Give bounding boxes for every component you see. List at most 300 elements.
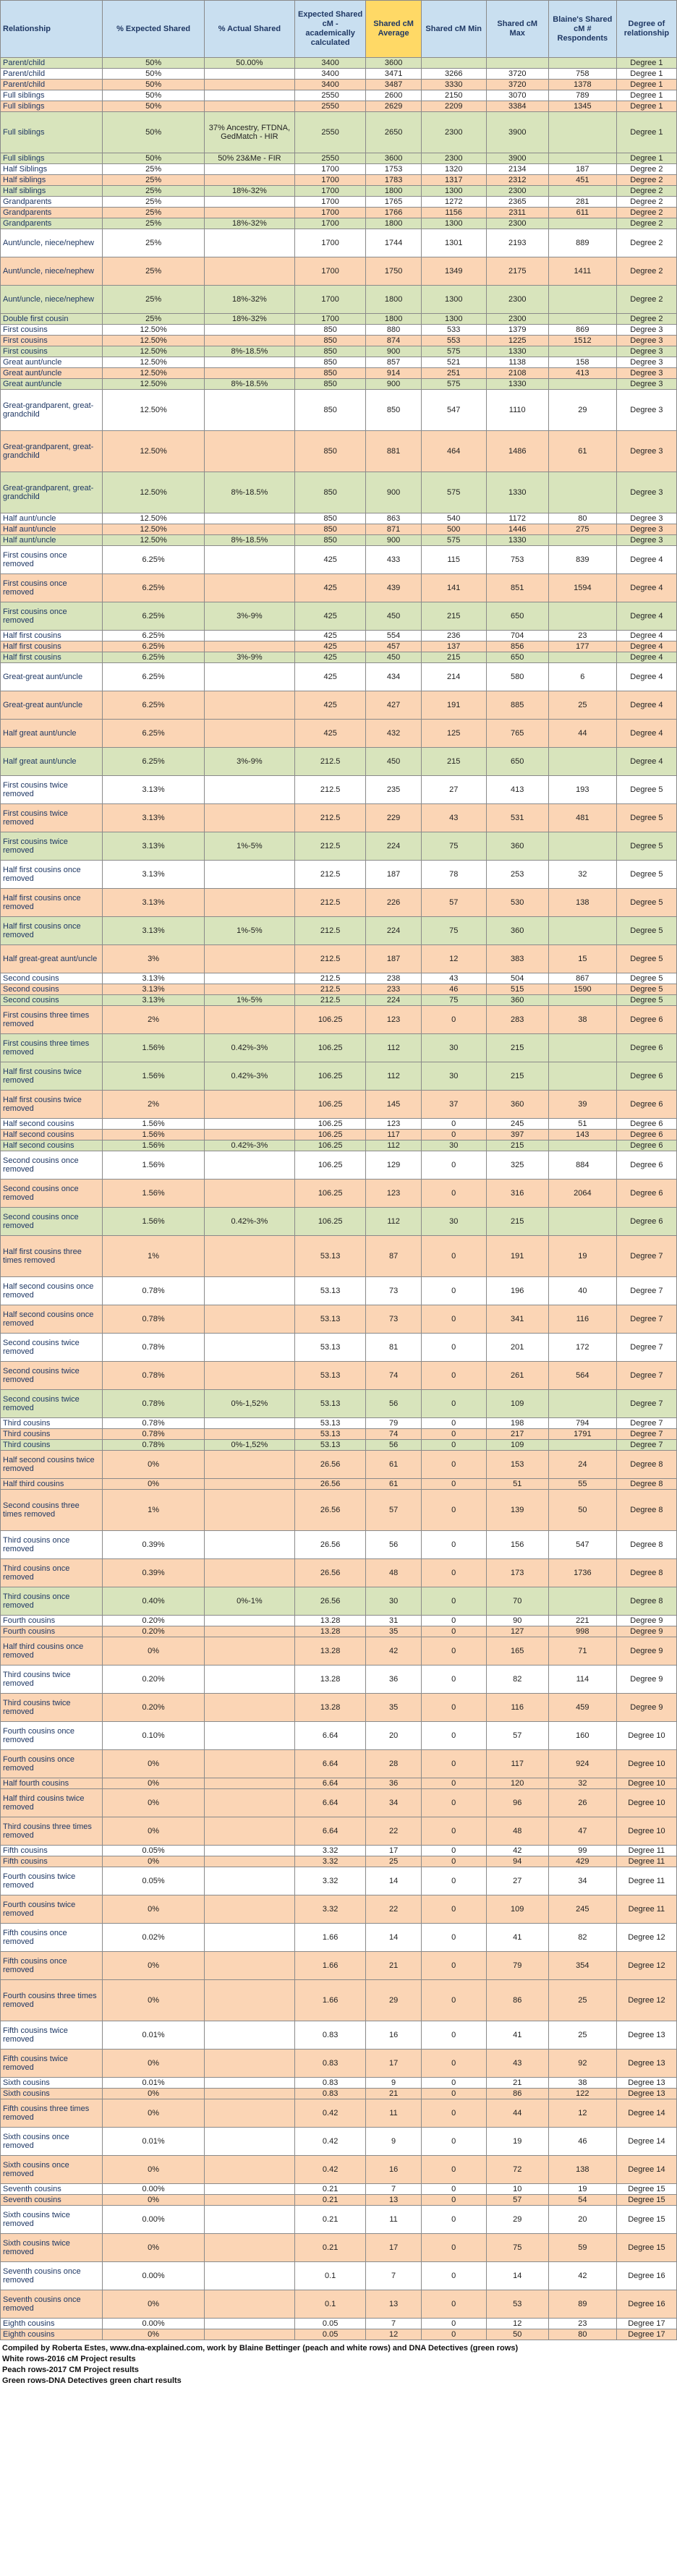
cell-cm-average: 28 [366, 1750, 422, 1778]
table-row [1, 2078, 677, 2089]
cell-degree: Degree 13 [616, 2050, 676, 2078]
cell-expected-shared: 3.13% [103, 984, 204, 995]
cell-expected-cm: 3400 [295, 58, 366, 69]
cell-degree: Degree 13 [616, 2021, 676, 2050]
cell-degree: Degree 7 [616, 1440, 676, 1451]
cell-degree: Degree 5 [616, 804, 676, 832]
cell-expected-shared: 12.50% [103, 513, 204, 524]
cell-cm-average: 233 [366, 984, 422, 995]
cell-expected-shared: 0.01% [103, 2128, 204, 2156]
cell-degree: Degree 7 [616, 1418, 676, 1429]
cell-actual-shared: 3%-9% [204, 602, 294, 631]
table-row [1, 631, 677, 641]
cell-degree: Degree 2 [616, 229, 676, 257]
cell-expected-shared: 0% [103, 2156, 204, 2184]
cell-respondents: 193 [548, 776, 616, 804]
cell-degree: Degree 4 [616, 641, 676, 652]
cell-cm-average: 117 [366, 1130, 422, 1140]
cell-expected-cm: 0.21 [295, 2195, 366, 2206]
cell-cm-min: 3266 [421, 69, 486, 80]
cell-expected-shared: 0% [103, 2050, 204, 2078]
cell-expected-cm: 26.56 [295, 1451, 366, 1479]
cell-cm-average: 1783 [366, 175, 422, 186]
cell-cm-average: 224 [366, 995, 422, 1006]
cell-respondents: 32 [548, 1778, 616, 1789]
cell-cm-max: 109 [486, 1390, 548, 1418]
cell-actual-shared: 0.42%-3% [204, 1140, 294, 1151]
table-row [1, 652, 677, 663]
cell-cm-min: 215 [421, 602, 486, 631]
cell-cm-average: 3600 [366, 58, 422, 69]
cell-relationship: First cousins once removed [1, 574, 103, 602]
table-row [1, 2329, 677, 2340]
header-expected-shared: % Expected Shared [103, 1, 204, 58]
cell-degree: Degree 3 [616, 390, 676, 431]
cell-cm-min: 0 [421, 1637, 486, 1666]
cell-cm-average: 857 [366, 357, 422, 368]
cell-cm-min: 57 [421, 889, 486, 917]
cell-cm-average: 112 [366, 1140, 422, 1151]
cell-actual-shared [204, 1334, 294, 1362]
cell-expected-shared: 1% [103, 1490, 204, 1531]
cell-expected-cm: 53.13 [295, 1362, 366, 1390]
cell-respondents: 38 [548, 1006, 616, 1034]
table-row [1, 325, 677, 336]
cell-cm-max: 885 [486, 691, 548, 720]
table-row [1, 1666, 677, 1694]
cell-respondents: 23 [548, 631, 616, 641]
cell-expected-shared: 3.13% [103, 973, 204, 984]
table-row [1, 1980, 677, 2021]
cell-relationship: Half aunt/uncle [1, 513, 103, 524]
cell-expected-shared: 3.13% [103, 776, 204, 804]
cell-relationship: Half second cousins [1, 1130, 103, 1140]
cell-degree: Degree 7 [616, 1277, 676, 1305]
cell-cm-max: 650 [486, 652, 548, 663]
cell-cm-average: 439 [366, 574, 422, 602]
cell-cm-min: 1272 [421, 197, 486, 208]
cell-expected-cm: 850 [295, 346, 366, 357]
cell-relationship: Full siblings [1, 90, 103, 101]
cell-relationship: Half great aunt/uncle [1, 748, 103, 776]
table-row [1, 1616, 677, 1626]
cell-expected-shared: 1.56% [103, 1151, 204, 1180]
table-row [1, 984, 677, 995]
cell-cm-min: 0 [421, 1952, 486, 1980]
cell-cm-average: 3487 [366, 80, 422, 90]
cell-expected-shared: 2% [103, 1091, 204, 1119]
cell-expected-shared: 1.56% [103, 1208, 204, 1236]
cell-relationship: Third cousins [1, 1418, 103, 1429]
cell-cm-min: 0 [421, 1750, 486, 1778]
cell-expected-cm: 26.56 [295, 1559, 366, 1587]
cell-expected-cm: 1.66 [295, 1952, 366, 1980]
cell-actual-shared [204, 2195, 294, 2206]
cell-cm-min: 2150 [421, 90, 486, 101]
cell-actual-shared: 0.42%-3% [204, 1034, 294, 1062]
cell-cm-average: 56 [366, 1440, 422, 1451]
cell-respondents: 116 [548, 1305, 616, 1334]
cell-relationship: Great-great aunt/uncle [1, 663, 103, 691]
cell-expected-cm: 0.21 [295, 2234, 366, 2262]
cell-respondents [548, 1440, 616, 1451]
cell-cm-max: 127 [486, 1626, 548, 1637]
cell-respondents: 39 [548, 1091, 616, 1119]
cell-cm-average: 187 [366, 945, 422, 973]
cell-respondents: 80 [548, 2329, 616, 2340]
cell-actual-shared [204, 1451, 294, 1479]
cell-cm-average: 14 [366, 1867, 422, 1895]
cell-cm-average: 881 [366, 431, 422, 472]
cell-expected-shared: 0.20% [103, 1666, 204, 1694]
cell-degree: Degree 3 [616, 379, 676, 390]
cell-respondents: 80 [548, 513, 616, 524]
cell-actual-shared [204, 257, 294, 286]
cell-cm-max: 70 [486, 1587, 548, 1616]
cell-actual-shared [204, 229, 294, 257]
table-row [1, 368, 677, 379]
cell-actual-shared [204, 631, 294, 641]
cell-actual-shared [204, 984, 294, 995]
cell-degree: Degree 6 [616, 1151, 676, 1180]
cell-expected-shared: 3.13% [103, 861, 204, 889]
header-actual-shared: % Actual Shared [204, 1, 294, 58]
table-row [1, 208, 677, 218]
cell-cm-average: 457 [366, 641, 422, 652]
cell-actual-shared [204, 1924, 294, 1952]
cell-degree: Degree 4 [616, 748, 676, 776]
cell-expected-cm: 26.56 [295, 1479, 366, 1490]
cell-cm-max: 1379 [486, 325, 548, 336]
cell-expected-cm: 0.83 [295, 2021, 366, 2050]
cell-cm-max: 165 [486, 1637, 548, 1666]
cell-cm-max: 650 [486, 748, 548, 776]
cell-actual-shared [204, 2290, 294, 2319]
cell-expected-shared: 0% [103, 2099, 204, 2128]
cell-actual-shared: 0.42%-3% [204, 1208, 294, 1236]
cell-actual-shared [204, 1694, 294, 1722]
cell-expected-shared: 25% [103, 286, 204, 314]
cell-respondents: 19 [548, 1236, 616, 1277]
cell-cm-max: 41 [486, 2021, 548, 2050]
cell-expected-shared: 0.78% [103, 1418, 204, 1429]
cell-cm-max: 325 [486, 1151, 548, 1180]
cell-cm-max: 21 [486, 2078, 548, 2089]
cell-degree: Degree 3 [616, 368, 676, 379]
cell-cm-average: 34 [366, 1789, 422, 1817]
cell-degree: Degree 14 [616, 2128, 676, 2156]
table-row [1, 574, 677, 602]
table-row [1, 1895, 677, 1924]
cell-expected-cm: 6.64 [295, 1817, 366, 1846]
cell-cm-min: 0 [421, 1334, 486, 1362]
cell-cm-min: 141 [421, 574, 486, 602]
cell-actual-shared [204, 1778, 294, 1789]
cell-relationship: Great-grandparent, great-grandchild [1, 472, 103, 513]
cell-expected-shared: 6.25% [103, 720, 204, 748]
cell-expected-cm: 0.05 [295, 2329, 366, 2340]
cell-degree: Degree 5 [616, 776, 676, 804]
cell-degree: Degree 17 [616, 2329, 676, 2340]
cell-respondents: 44 [548, 720, 616, 748]
table-body [1, 58, 677, 2340]
cell-degree: Degree 3 [616, 346, 676, 357]
cell-expected-shared: 0.78% [103, 1277, 204, 1305]
table-row [1, 917, 677, 945]
cell-relationship: Half second cousins twice removed [1, 1451, 103, 1479]
cell-respondents: 1512 [548, 336, 616, 346]
cell-relationship: Third cousins three times removed [1, 1817, 103, 1846]
cell-cm-average: 73 [366, 1305, 422, 1334]
cell-expected-cm: 106.25 [295, 1034, 366, 1062]
cell-expected-cm: 0.42 [295, 2128, 366, 2156]
cell-cm-average: 61 [366, 1479, 422, 1490]
cell-cm-min: 251 [421, 368, 486, 379]
cell-degree: Degree 10 [616, 1722, 676, 1750]
cell-expected-shared: 12.50% [103, 431, 204, 472]
cell-cm-min: 553 [421, 336, 486, 346]
cell-degree: Degree 4 [616, 652, 676, 663]
table-row [1, 804, 677, 832]
cell-respondents [548, 58, 616, 69]
cell-degree: Degree 15 [616, 2234, 676, 2262]
footnote-white-rows: White rows-2016 cM Project results [2, 2355, 136, 2363]
table-row [1, 357, 677, 368]
header-respondents: Blaine's Shared cM # Respondents [548, 1, 616, 58]
cell-actual-shared [204, 208, 294, 218]
cell-expected-cm: 1.66 [295, 1980, 366, 2021]
cell-cm-min: 0 [421, 1130, 486, 1140]
cell-degree: Degree 8 [616, 1587, 676, 1616]
cell-relationship: Half Siblings [1, 164, 103, 175]
cell-respondents: 23 [548, 2319, 616, 2329]
cell-expected-cm: 850 [295, 524, 366, 535]
table-row [1, 101, 677, 112]
cell-respondents: 47 [548, 1817, 616, 1846]
cell-expected-cm: 106.25 [295, 1119, 366, 1130]
table-row [1, 748, 677, 776]
cell-respondents: 867 [548, 973, 616, 984]
cell-cm-max: 196 [486, 1277, 548, 1305]
table-row [1, 2184, 677, 2195]
cell-cm-max: 75 [486, 2234, 548, 2262]
cell-cm-min: 575 [421, 379, 486, 390]
cell-actual-shared [204, 2021, 294, 2050]
cell-cm-min: 0 [421, 2089, 486, 2099]
cell-cm-max: 117 [486, 1750, 548, 1778]
cell-cm-max: 283 [486, 1006, 548, 1034]
cell-relationship: Aunt/uncle, niece/nephew [1, 286, 103, 314]
cell-respondents: 869 [548, 325, 616, 336]
table-row [1, 945, 677, 973]
cell-respondents: 61 [548, 431, 616, 472]
cell-respondents: 38 [548, 2078, 616, 2089]
header-cm-max: Shared cM Max [486, 1, 548, 58]
footnote-peach-rows: Peach rows-2017 CM Project results [2, 2366, 139, 2374]
cell-degree: Degree 7 [616, 1236, 676, 1277]
cell-relationship: Second cousins [1, 973, 103, 984]
cell-cm-min: 0 [421, 1817, 486, 1846]
cell-cm-max: 504 [486, 973, 548, 984]
cell-relationship: Parent/child [1, 80, 103, 90]
cell-cm-max: 2300 [486, 286, 548, 314]
cell-actual-shared: 18%-32% [204, 218, 294, 229]
cell-respondents: 1411 [548, 257, 616, 286]
table-row [1, 1479, 677, 1490]
cell-expected-shared: 0.78% [103, 1429, 204, 1440]
cell-relationship: Third cousins twice removed [1, 1666, 103, 1694]
cell-cm-min: 137 [421, 641, 486, 652]
cell-relationship: Fourth cousins three times removed [1, 1980, 103, 2021]
cell-degree: Degree 1 [616, 80, 676, 90]
cell-expected-cm: 2550 [295, 153, 366, 164]
cell-degree: Degree 2 [616, 314, 676, 325]
cell-cm-min: 2300 [421, 153, 486, 164]
cell-cm-average: 112 [366, 1062, 422, 1091]
cell-relationship: Fourth cousins twice removed [1, 1867, 103, 1895]
cell-relationship: Grandparents [1, 197, 103, 208]
cell-relationship: Fifth cousins once removed [1, 1924, 103, 1952]
table-row [1, 286, 677, 314]
cell-cm-max: 43 [486, 2050, 548, 2078]
cell-cm-max: 341 [486, 1305, 548, 1334]
cell-expected-shared: 0.39% [103, 1559, 204, 1587]
cell-respondents: 25 [548, 691, 616, 720]
cell-actual-shared [204, 1119, 294, 1130]
cell-cm-min: 75 [421, 917, 486, 945]
cell-respondents [548, 346, 616, 357]
table-row [1, 1034, 677, 1062]
cell-expected-shared: 6.25% [103, 641, 204, 652]
cell-relationship: Fifth cousins once removed [1, 1952, 103, 1980]
cell-expected-cm: 212.5 [295, 945, 366, 973]
cell-cm-min: 0 [421, 1856, 486, 1867]
cell-expected-cm: 1700 [295, 186, 366, 197]
cell-relationship: Half second cousins [1, 1140, 103, 1151]
cell-expected-shared: 50% [103, 80, 204, 90]
cell-cm-min: 0 [421, 2262, 486, 2290]
cell-cm-min: 0 [421, 2184, 486, 2195]
cell-respondents: 1590 [548, 984, 616, 995]
table-row [1, 2021, 677, 2050]
cell-cm-max: 198 [486, 1418, 548, 1429]
cell-actual-shared [204, 1559, 294, 1587]
cell-actual-shared: 8%-18.5% [204, 346, 294, 357]
cell-respondents: 1345 [548, 101, 616, 112]
cell-cm-average: 21 [366, 1952, 422, 1980]
cell-cm-average: 432 [366, 720, 422, 748]
cell-expected-shared: 0.78% [103, 1440, 204, 1451]
cell-actual-shared [204, 1006, 294, 1034]
cell-expected-shared: 1% [103, 1236, 204, 1277]
cell-cm-max: 215 [486, 1062, 548, 1091]
cell-relationship: Fourth cousins once removed [1, 1722, 103, 1750]
cell-respondents: 92 [548, 2050, 616, 2078]
cell-relationship: Full siblings [1, 112, 103, 153]
cell-cm-min: 0 [421, 1440, 486, 1451]
cell-expected-shared: 0.05% [103, 1846, 204, 1856]
cell-cm-average: 863 [366, 513, 422, 524]
cell-cm-max: 86 [486, 2089, 548, 2099]
cell-expected-shared: 0.01% [103, 2078, 204, 2089]
cell-degree: Degree 2 [616, 257, 676, 286]
cell-actual-shared [204, 1362, 294, 1390]
cell-expected-cm: 106.25 [295, 1180, 366, 1208]
cell-relationship: Great aunt/uncle [1, 379, 103, 390]
cell-cm-min: 575 [421, 472, 486, 513]
cell-actual-shared [204, 80, 294, 90]
cell-cm-average: 17 [366, 2234, 422, 2262]
cell-respondents: 889 [548, 229, 616, 257]
cell-actual-shared [204, 1418, 294, 1429]
cell-expected-cm: 850 [295, 431, 366, 472]
cell-cm-min: 30 [421, 1062, 486, 1091]
cell-respondents [548, 186, 616, 197]
cell-actual-shared: 3%-9% [204, 748, 294, 776]
cell-degree: Degree 4 [616, 691, 676, 720]
cell-cm-min: 1156 [421, 208, 486, 218]
cell-cm-min: 30 [421, 1208, 486, 1236]
cell-cm-average: 17 [366, 1846, 422, 1856]
cell-degree: Degree 6 [616, 1006, 676, 1034]
cell-cm-average: 129 [366, 1151, 422, 1180]
table-row [1, 472, 677, 513]
cell-actual-shared [204, 2099, 294, 2128]
cell-cm-min: 1320 [421, 164, 486, 175]
table-row [1, 513, 677, 524]
cell-respondents: 245 [548, 1895, 616, 1924]
header-expected-cm: Expected Shared cM - academically calculated [295, 1, 366, 58]
cell-degree: Degree 1 [616, 69, 676, 80]
table-row [1, 336, 677, 346]
cell-cm-max: 90 [486, 1616, 548, 1626]
cell-expected-shared: 25% [103, 186, 204, 197]
cell-degree: Degree 7 [616, 1429, 676, 1440]
cell-expected-shared: 50% [103, 58, 204, 69]
cell-relationship: Fourth cousins twice removed [1, 1895, 103, 1924]
cell-relationship: Third cousins once removed [1, 1531, 103, 1559]
cell-degree: Degree 11 [616, 1856, 676, 1867]
cell-expected-cm: 425 [295, 720, 366, 748]
cell-relationship: Double first cousin [1, 314, 103, 325]
table-row [1, 379, 677, 390]
cell-degree: Degree 6 [616, 1130, 676, 1140]
cell-respondents: 789 [548, 90, 616, 101]
cell-degree: Degree 13 [616, 2078, 676, 2089]
table-row [1, 1846, 677, 1856]
cell-relationship: Great-great aunt/uncle [1, 691, 103, 720]
cell-actual-shared: 18%-32% [204, 186, 294, 197]
table-row [1, 1637, 677, 1666]
cell-actual-shared [204, 2050, 294, 2078]
cell-cm-max: 765 [486, 720, 548, 748]
cell-relationship: Sixth cousins [1, 2078, 103, 2089]
cell-expected-cm: 212.5 [295, 804, 366, 832]
cell-relationship: Grandparents [1, 208, 103, 218]
cell-relationship: Half first cousins twice removed [1, 1062, 103, 1091]
cell-cm-max: 704 [486, 631, 548, 641]
cell-actual-shared [204, 804, 294, 832]
cell-actual-shared [204, 325, 294, 336]
cell-respondents: 29 [548, 390, 616, 431]
table-row [1, 1305, 677, 1334]
cell-actual-shared [204, 2078, 294, 2089]
cell-degree: Degree 8 [616, 1490, 676, 1531]
cell-actual-shared: 3%-9% [204, 652, 294, 663]
cell-cm-max: 109 [486, 1440, 548, 1451]
cell-expected-cm: 3400 [295, 69, 366, 80]
cell-cm-max: 1225 [486, 336, 548, 346]
